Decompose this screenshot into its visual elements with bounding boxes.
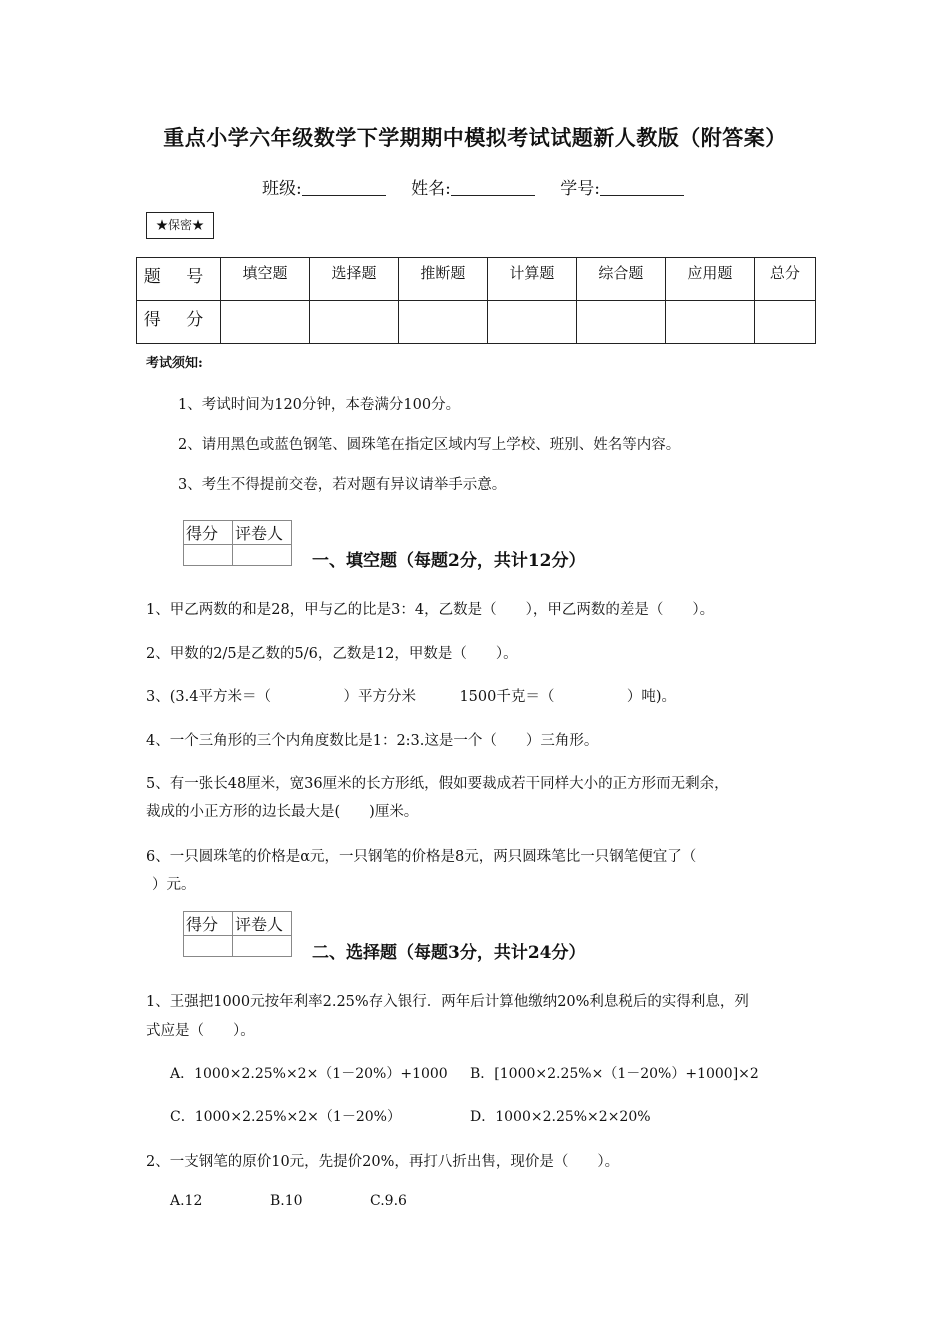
notice-title: 考试须知: [146, 356, 203, 371]
col-comprehensive: 综合题 [576, 258, 665, 301]
option-c: C.9.6 [370, 1193, 407, 1209]
question: 5、有一张长48厘米，宽36厘米的长方形纸，假如要裁成若干同样大小的正方形而无剩余， [146, 776, 729, 792]
col-choice: 选择题 [309, 258, 398, 301]
name-label: 姓名: [411, 179, 451, 199]
score-cell[interactable] [398, 301, 487, 344]
question: 2、甲数的2/5是乙数的5/6，乙数是12，甲数是（ ）。 [146, 646, 518, 662]
col-judge: 推断题 [398, 258, 487, 301]
option-b: B．[1000×2.25%×（1－20%）+1000]×2 [470, 1066, 759, 1082]
option-a: A．1000×2.25%×2×（1－20%）+1000 [170, 1066, 448, 1082]
col-fill: 填空题 [221, 258, 310, 301]
section1-title: 一、填空题（每题2分，共计12分） [312, 551, 586, 571]
option-b: B.10 [270, 1193, 303, 1209]
question: 6、一只圆珠笔的价格是α元，一只钢笔的价格是8元，两只圆珠笔比一只钢笔便宜了（ [146, 849, 697, 865]
option-c: C．1000×2.25%×2×（1－20%） [170, 1109, 401, 1125]
header-label: 题 号 [137, 258, 221, 301]
grader-reviewer-label: 评卷人 [233, 521, 292, 545]
secret-badge: ★保密★ [146, 212, 214, 239]
score-cell[interactable] [221, 301, 310, 344]
notice-item: 1、考试时间为120分钟，本卷满分100分。 [178, 397, 461, 413]
id-field [560, 174, 684, 199]
grader-box-1 [183, 520, 292, 566]
question: 4、一个三角形的三个内角度数比是1：2:3.这是一个（ ）三角形。 [146, 733, 599, 749]
question-cont: ）元。 [152, 877, 196, 893]
option-d: D．1000×2.25%×2×20% [470, 1109, 651, 1125]
name-field [411, 174, 535, 199]
question-cont: 式应是（ ）。 [146, 1023, 255, 1039]
question: 1、王强把1000元按年利率2.25%存入银行．两年后计算他缴纳20%利息税后的实得利息，列 [146, 994, 749, 1010]
id-blank[interactable] [600, 179, 684, 196]
score-cell[interactable] [576, 301, 665, 344]
name-blank[interactable] [451, 179, 535, 196]
class-label: 班级: [262, 179, 302, 199]
student-info [262, 174, 704, 199]
score-cell[interactable] [309, 301, 398, 344]
option-a: A.12 [170, 1193, 203, 1209]
score-cell[interactable] [665, 301, 754, 344]
id-label: 学号: [560, 179, 601, 199]
question: 1、甲乙两数的和是28，甲与乙的比是3：4，乙数是（ ），甲乙两数的差是（ ）。 [146, 602, 715, 618]
class-field [262, 174, 386, 199]
grader-reviewer-cell[interactable] [233, 545, 292, 566]
question: 3、(3.4平方米＝（ ）平方分米 1500千克＝（ ）吨)。 [146, 689, 676, 705]
grader-score-label: 得分 [184, 912, 233, 936]
question-cont: 裁成的小正方形的边长最大是( )厘米。 [146, 804, 419, 820]
question: 2、一支钢笔的原价10元，先提价20%，再打八折出售，现价是（ ）。 [146, 1154, 620, 1170]
grader-box-2 [183, 911, 292, 957]
score-cell[interactable] [487, 301, 576, 344]
score-table-header-row [137, 258, 816, 301]
score-table [136, 257, 816, 344]
score-label: 得 分 [137, 301, 221, 344]
grader-reviewer-cell[interactable] [233, 936, 292, 957]
score-table-score-row [137, 301, 816, 344]
grader-score-label: 得分 [184, 521, 233, 545]
grader-score-cell[interactable] [184, 936, 233, 957]
section2-title: 二、选择题（每题3分，共计24分） [312, 943, 586, 963]
notice-item: 2、请用黑色或蓝色钢笔、圆珠笔在指定区域内写上学校、班别、姓名等内容。 [178, 437, 681, 453]
grader-reviewer-label: 评卷人 [233, 912, 292, 936]
col-application: 应用题 [665, 258, 754, 301]
col-total: 总分 [754, 258, 815, 301]
page-title: 重点小学六年级数学下学期期中模拟考试试题新人教版（附答案） [163, 125, 787, 150]
col-calc: 计算题 [487, 258, 576, 301]
notice-item: 3、考生不得提前交卷，若对题有异议请举手示意。 [178, 477, 507, 493]
grader-score-cell[interactable] [184, 545, 233, 566]
score-cell[interactable] [754, 301, 815, 344]
class-blank[interactable] [302, 179, 386, 196]
